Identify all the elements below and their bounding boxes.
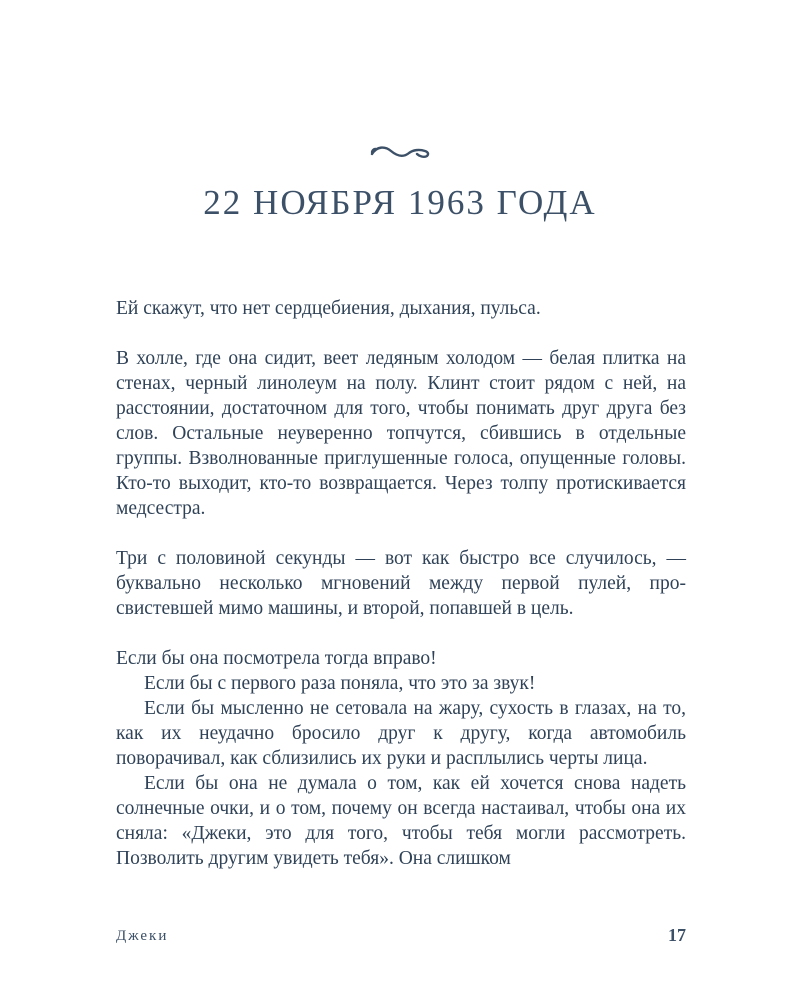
paragraph: Если бы с первого раза поняла, что это за звук! <box>144 673 536 694</box>
paragraph: Если бы она посмотрела тогда вправо! <box>116 648 437 669</box>
paragraph: Три с половиной секунды — вот как быстро все случилось, — буквально несколько мгновений между первой пулей, просвистевшей мимо машины, и второй, попавшей в цель. <box>116 548 686 619</box>
page-number: 17 <box>668 925 686 945</box>
running-title: Джеки <box>116 928 169 944</box>
swash-ornament-icon <box>369 140 431 164</box>
chapter-title: 22 НОЯБРЯ 1963 ГОДА <box>203 183 597 222</box>
chapter-body <box>116 296 686 871</box>
paragraph: Если бы мысленно не сетовала на жару, сухость в глазах, на то, как их неудачно бросило друг к другу, когда автомобиль поворачивал, как сблизились их руки и расплылись черты лица. <box>116 698 686 769</box>
paragraph: Ей скажут, что нет сердцебиения, дыхания, пульса. <box>116 298 541 319</box>
paragraph: Если бы она не думала о том, как ей хочется снова надеть солнечные очки, и о том, почему он всегда настаивал, чтобы она их сняла: «Джеки, это для того, чтобы тебя могли рассмотреть. Позволить другим увидеть тебя». Она слишком <box>116 773 686 869</box>
paragraph: В холле, где она сидит, веет ледяным холодом — белая плитка на стенах, черный линолеум на полу. Клинт стоит рядом с ней, на расстоянии, достаточном для того, чтобы понимать друг друга без слов. Остальные неуверенно топчутся, сбившись в отдельные группы. Взволнованные приглушенные голоса, опущенные головы. Кто-то выходит, кто-то возвращается. Через толпу протискивается медсестра. <box>116 348 686 519</box>
